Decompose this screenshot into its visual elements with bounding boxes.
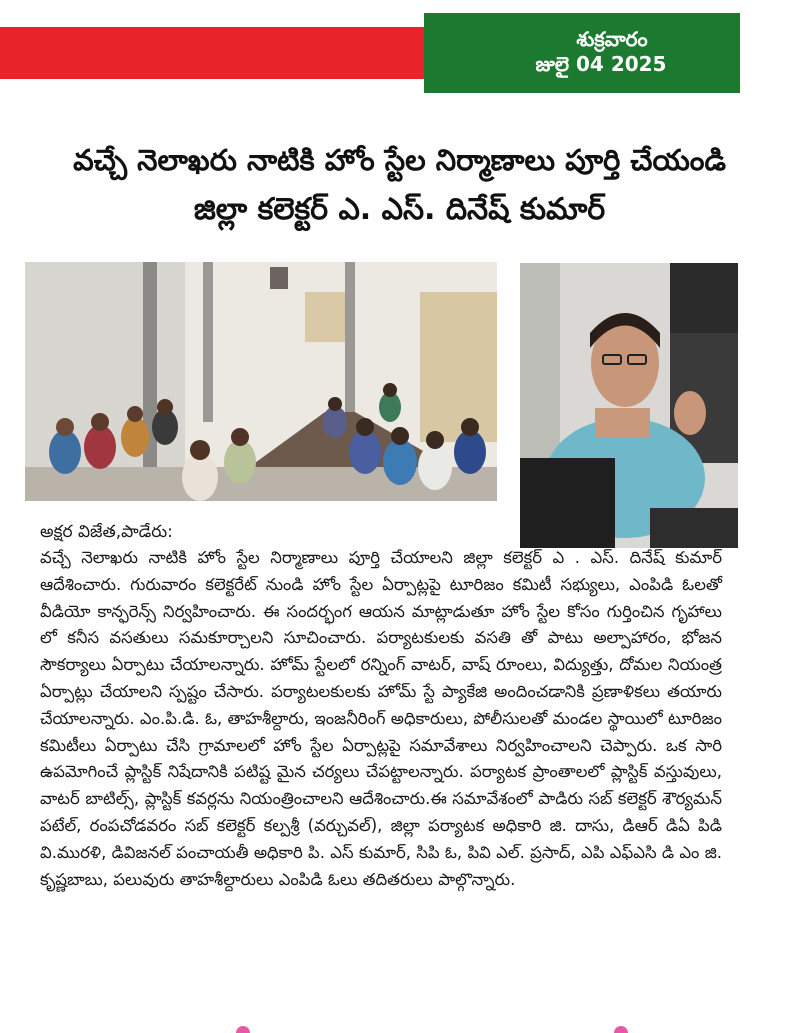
collector-photo-illustration [520,263,738,548]
meeting-photo [25,262,497,501]
headline-line-2: జిల్లా కలెక్టర్ ఎ. ఎస్. దినేష్ కుమార్ [193,192,606,227]
headline-line-1: వచ్చే నెలాఖరు నాటికి హోం స్టేల నిర్మాణాలు పూర్తి చేయండి [73,143,726,177]
decorative-dot-left [236,1026,250,1033]
headline [0,138,799,238]
date-box [424,13,740,93]
date-text: జులై 04 2025 [535,52,667,76]
article-body: వచ్చే నెలాఖరు నాటికి హోం స్టేల నిర్మాణాలు పూర్తి చేయాలని జిల్లా కలెక్టర్ ఎ . ఎస్. దినేష్ కుమార్ ఆదేశించారు. గురువారం కలెక్టరేట్ నుండి హోం స్టేల ఏర్పాట్లపై టూరిజం కమిటీ సభ్యులు, ఎంపిడి ఓలతో వీడియో కాన్ఫరెన్స్ నిర్వహించారు. ఈ సందర్భంగ ఆయన మాట్లాడుతూ హోం స్టేల కోసం గుర్తించిన గృహాలు లో కనీస వసతులు సమకూర్చాలని సూచించారు. పర్యాటకులకు వసతి తో పాటు అల్పాహారం, భోజన సౌకర్యాలు ఏర్పాటు చేయాలన్నారు. హోమ్ స్టేలలో రన్నింగ్ వాటర్, వాష్ రూంలు, విద్యుత్తు, దోమల నియంత్ర ఏర్పాట్లు చేయాలని స్పష్టం చేసారు. పర్యాటలకులకు హోమ్ స్టే ప్యాకేజి అందించడానికి ప్రణాళికలు తయారు చేయాలన్నారు. ఎం.పి.డి. ఓ, తాహశీల్దారు, ఇంజనీరింగ్ అధికారులు, పోలీసులతో మండల స్థాయిలో టూరిజం కమిటీలు ఏర్పాటు చేసి గ్రామాలలో హోం స్టేల ఏర్పాట్లపై సమావేశాలు నిర్వహించాలని చెప్పారు. ఒక సారి ఉపమోగించే ప్లాస్టిక్ నిషేదానికి పటిష్ట మైన చర్యలు చేపట్టాలన్నారు. పర్యాటక ప్రాంతాలలో ప్లాస్టిక్ వస్తువులు, వాటర్ బాటిల్స్, ప్లాస్టిక్ కవర్లను నియంత్రించాలని ఆదేశించారు.ఈ సమావేశంలో పాడిరు సబ్ కలెక్టర్ శౌర్యమన్ పటేల్, రంపచోడవరం సబ్ కలెక్టర్ కల్పశ్రీ (వర్చువల్), జిల్లా పర్యాటక అధికారి జి. దాసు, డిఆర్ డిఏ పిడి వి.మురళి, డివిజనల్ పంచాయతీ అధికారి పి. ఎస్ కుమార్, సిపి ఓ, పివి ఎల్. ప్రసాద్, ఎపి ఎఫ్ఎసి డి ఎం జి. కృష్ణబాబు, పలువురు తాహశీల్దారులు ఎంపిడి ఓలు తదితరులు పాల్గొన్నారు. [40,548,722,889]
collector-photo [520,263,738,548]
header-red-band [0,27,428,79]
byline: అక్షర విజేత,పాడేరు: [40,522,173,542]
date-day: శుక్రవారం [576,27,648,51]
meeting-photo-illustration [25,262,497,501]
decorative-dot-right [614,1026,628,1033]
